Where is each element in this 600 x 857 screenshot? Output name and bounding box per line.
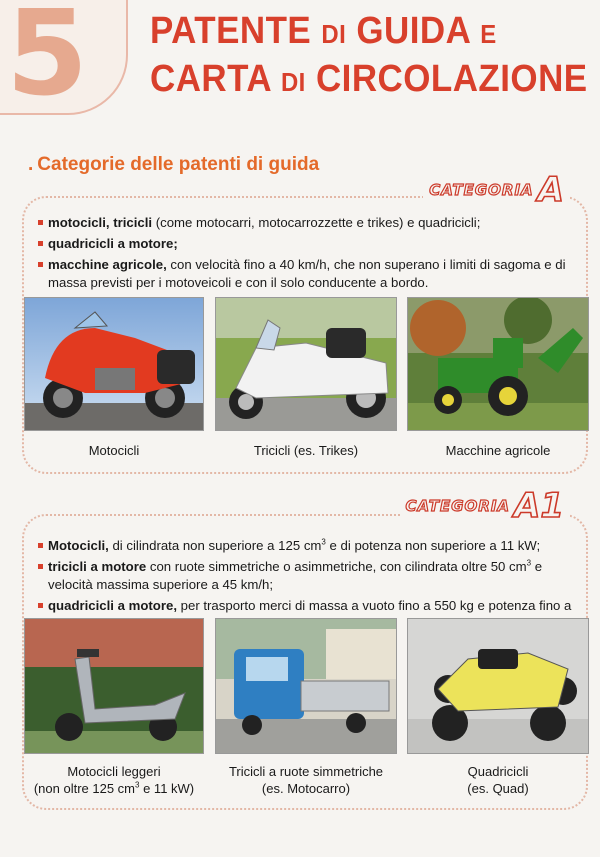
trike-photo xyxy=(215,297,397,431)
section-title: . Categorie delle patenti di guida xyxy=(28,154,320,175)
category-a-badge: CATEGORIA A xyxy=(423,173,570,207)
caption-tricicli: Tricicli (es. Trikes) xyxy=(253,443,359,458)
category-a1-badge: CATEGORIA A1 xyxy=(400,489,570,523)
chapter-number: 5 xyxy=(6,0,89,122)
motorcycle-photo xyxy=(24,297,204,431)
caption-quadricicli: Quadricicli (es. Quad) xyxy=(467,764,529,796)
motocarro-photo xyxy=(215,618,397,754)
category-a-list xyxy=(38,214,578,295)
list-item: quadricicli a motore, per trasporto merci di massa a vuoto fino a 550 kg e potenza fino a xyxy=(38,597,578,633)
list-item: quadricicli a motore; xyxy=(38,235,578,253)
page-title: PATENTE DI GUIDA E CARTA DI CIRCOLAZIONE xyxy=(150,10,588,100)
caption-motocicli: Motocicli xyxy=(88,443,140,458)
list-item: Motocicli, di cilindrata non superiore a 125 $cm^3$ e di potenza non superiore a 11 kW; xyxy=(38,537,578,555)
caption-macchine-agricole: Macchine agricole xyxy=(445,443,551,458)
tractor-photo xyxy=(407,297,589,431)
caption-tricicli-simmetriche: Tricicli a ruote simmetriche (es. Motocarro) xyxy=(228,764,384,796)
list-item: motocicli, tricicli (come motocarri, motocarrozzette e trikes) e quadricicli; xyxy=(38,214,578,232)
list-item: tricicli a motore con ruote simmetriche o asimmetriche, con cilindrata oltre 50 $cm^3$ e velocità massima superiore a 45 km/h; xyxy=(38,558,578,594)
caption-motocicli-leggeri: Motocicli leggeri (non oltre 125 $cm^3$ e 11 kW) xyxy=(33,764,195,796)
chapter-number-box xyxy=(0,0,128,122)
list-item: macchine agricole, con velocità fino a 40 km/h, che non superano i limiti di sagoma e di massa previsti per i motoveicoli e con il solo conducente a bordo. xyxy=(38,256,578,292)
quad-photo xyxy=(407,618,589,754)
scooter-photo xyxy=(24,618,204,754)
